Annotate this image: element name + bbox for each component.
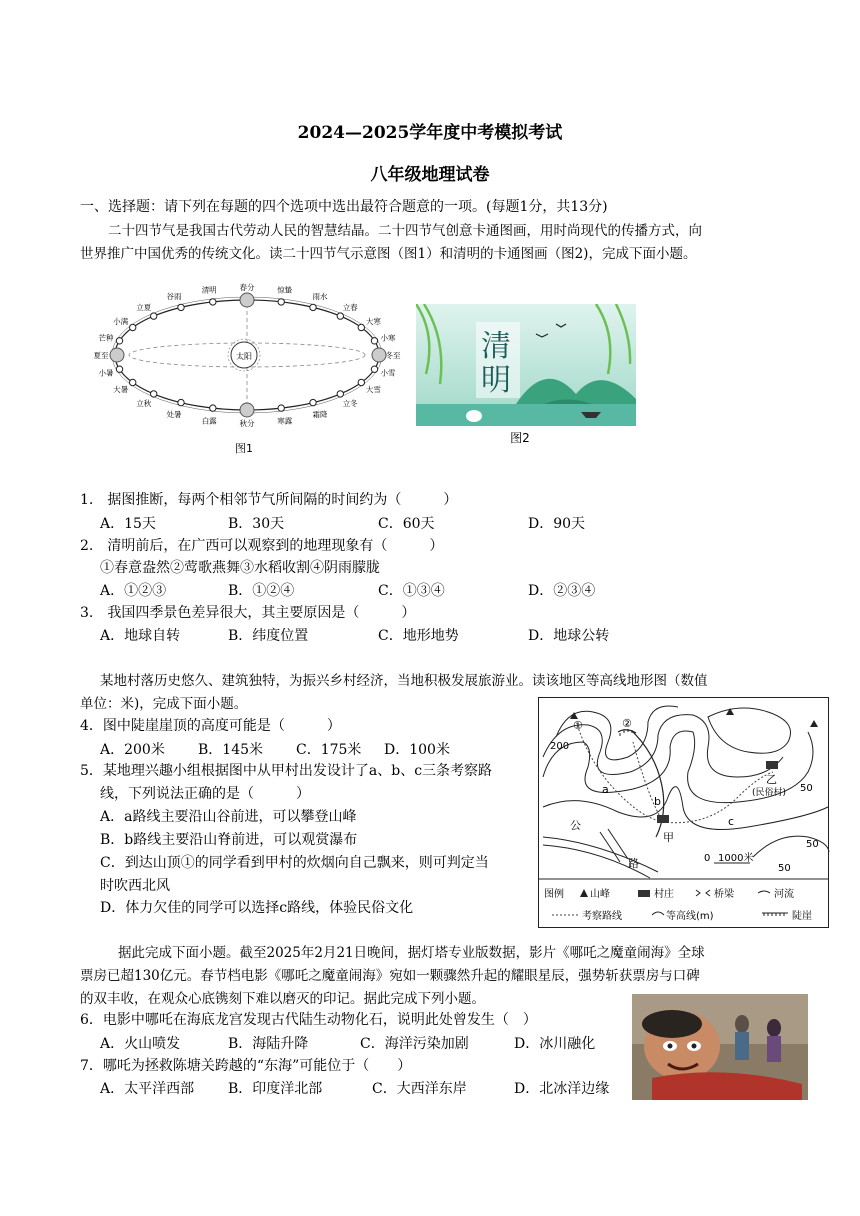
peak-1-label: ① — [573, 719, 583, 732]
solar-term-label: 小寒 — [380, 333, 396, 343]
orbit-dot — [178, 304, 184, 310]
option-c[interactable]: C．到达山顶①的同学看到甲村的炊烟向自己飘来，则可判定当 — [100, 855, 489, 871]
scale-zero: 0 — [704, 853, 711, 864]
question-3-stem: 3. 我国四季景色差异很大，其主要原因是（ ） — [80, 605, 416, 621]
orbit-dot — [116, 338, 122, 344]
question-1-stem: 1. 据图推断，每两个相邻节气所间隔的时间约为（ ） — [80, 492, 458, 508]
solar-term-label: 小满 — [113, 317, 129, 326]
ming-glyph: 明 — [481, 363, 511, 398]
nezha-movie-still-image — [632, 994, 808, 1100]
option-a[interactable]: A．地球自转 — [100, 628, 181, 644]
option-b[interactable]: B．145米 — [198, 742, 264, 758]
legend-river: 河流 — [774, 889, 794, 900]
scale-length: 1000米 — [718, 853, 754, 864]
village-yi-note: (民俗村) — [752, 788, 787, 798]
orbit-dot — [310, 399, 316, 405]
road-label: 公 — [570, 819, 581, 832]
legend-bridge: 桥梁 — [714, 889, 734, 900]
solar-term-label: 处暑 — [166, 409, 182, 419]
option-a[interactable]: A．a路线主要沿山谷前进，可以攀登山峰 — [100, 809, 357, 825]
contour-label: 50 — [778, 863, 791, 874]
intro-text: 单位：米)，完成下面小题。 — [80, 696, 248, 712]
sun-label: 太阳 — [236, 352, 252, 361]
question-2-statements: ①春意盎然②莺歌燕舞③水稻收割④阴雨朦胧 — [100, 560, 380, 576]
road-label: 路 — [628, 857, 639, 870]
option-d[interactable]: D．体力欠佳的同学可以选择c路线，体验民俗文化 — [100, 900, 414, 916]
peak-2-label: ② — [622, 717, 632, 730]
solar-term-label: 寒露 — [277, 416, 293, 426]
orbit-dot — [210, 405, 216, 411]
option-b[interactable]: B．b路线主要沿山脊前进，可以观赏瀑布 — [100, 832, 358, 848]
option-d[interactable]: D．地球公转 — [528, 628, 610, 644]
orbit-dot — [371, 366, 377, 372]
contour-label: 200 — [550, 741, 570, 752]
solar-term-label: 小暑 — [98, 368, 114, 378]
intro-text: 票房已超130亿元。春节档电影《哪吒之魔童闹海》宛如一颗骤然升起的耀眼星辰，强势斩获票房与口碑 — [80, 968, 700, 984]
option-d[interactable]: D．100米 — [384, 742, 450, 758]
orbit-dot — [278, 299, 284, 305]
option-a[interactable]: A．火山喷发 — [100, 1036, 181, 1052]
option-a[interactable]: A．太平洋西部 — [100, 1081, 195, 1097]
intro-text: 据此完成下面小题。截至2025年2月21日晚间，据灯塔专业版数据，影片《哪吒之魔童闹海》全球 — [118, 945, 705, 961]
solar-term-label: 春分 — [239, 283, 255, 292]
option-d[interactable]: D．冰川融化 — [514, 1036, 596, 1052]
option-c[interactable]: C．地形地势 — [378, 628, 459, 644]
option-d[interactable]: D．90天 — [528, 516, 586, 532]
legend-contour: 等高线(m) — [666, 911, 714, 922]
solar-term-label: 大雪 — [365, 385, 381, 394]
orbit-dot — [310, 304, 316, 310]
orbit-dot — [178, 399, 184, 405]
orbit-dot — [151, 391, 157, 397]
qingming-cartoon-image — [416, 304, 638, 450]
solar-term-label: 立夏 — [136, 302, 152, 312]
intro-text: 二十四节气是我国古代劳动人民的智慧结晶。二十四节气创意卡通图画，用时尚现代的传播方式，向 — [108, 223, 702, 239]
option-c[interactable]: C．60天 — [378, 516, 435, 532]
orbit-dot — [358, 324, 364, 330]
route-c-label: c — [728, 815, 735, 828]
option-c[interactable]: C．海洋污染加剧 — [360, 1036, 469, 1052]
question-4-stem: 4．图中陡崖崖顶的高度可能是（ ） — [80, 718, 341, 734]
question-2-stem: 2. 清明前后，在广西可以观察到的地理现象有（ ） — [80, 538, 444, 554]
option-a[interactable]: A．15天 — [100, 516, 156, 532]
contour-map — [538, 697, 830, 929]
option-c[interactable]: C．175米 — [296, 742, 362, 758]
qing-glyph: 清 — [481, 329, 511, 364]
question-6-stem: 6．电影中哪吒在海底龙宫发现古代陆生动物化石，说明此处曾发生（ ） — [80, 1012, 537, 1028]
solar-term-label: 冬至 — [385, 351, 401, 360]
figure-caption: 图1 — [235, 442, 253, 455]
orbit-dot — [278, 405, 284, 411]
intro-text: 某地村落历史悠久、建筑独特，为振兴乡村经济，当地积极发展旅游业。读该地区等高线地形图（数值 — [100, 673, 708, 689]
solar-term-label: 白露 — [201, 416, 217, 426]
solar-term-label: 大寒 — [365, 317, 381, 326]
orbit-dot — [337, 391, 343, 397]
solar-term-label: 立秋 — [136, 399, 152, 409]
solar-term-label: 清明 — [201, 285, 217, 295]
orbit-dot — [130, 379, 136, 385]
solar-term-label: 立春 — [342, 302, 358, 312]
solar-term-label: 秋分 — [239, 419, 255, 428]
legend-title: 图例 — [544, 889, 564, 900]
exam-subtitle: 八年级地理试卷 — [370, 165, 490, 185]
question-5-stem: 线，下列说法正确的是（ ） — [100, 786, 310, 802]
question-5-stem: 5．某地理兴趣小组根据图中从甲村出发设计了a、b、c三条考察路 — [80, 763, 493, 779]
legend-route: 考察路线 — [582, 911, 622, 922]
option-a[interactable]: A．200米 — [100, 742, 165, 758]
orbit-dot — [358, 379, 364, 385]
solar-term-label: 芒种 — [98, 333, 114, 343]
option-c-continued: 时吹西北风 — [100, 878, 170, 894]
orbit-dot — [130, 324, 136, 330]
contour-label: 50 — [800, 783, 813, 794]
orbit-dot — [151, 313, 157, 319]
route-b-label: b — [654, 795, 661, 808]
solar-term-label: 惊蛰 — [277, 285, 293, 295]
legend-peak: 山峰 — [590, 889, 610, 900]
option-d[interactable]: D．北冰洋边缘 — [514, 1081, 610, 1097]
option-b[interactable]: B．①②④ — [228, 583, 295, 599]
exam-title: 2024—2025学年度中考模拟考试 — [297, 123, 563, 143]
solar-terms-diagram — [92, 270, 408, 460]
solar-term-label: 谷雨 — [166, 292, 182, 302]
intro-text: 的双丰收，在观众心底镌刻下难以磨灭的印记。据此完成下列小题。 — [80, 991, 485, 1007]
solar-term-label: 夏至 — [93, 351, 109, 360]
option-b[interactable]: B．30天 — [228, 516, 285, 532]
orbit-dot — [116, 366, 122, 372]
option-a[interactable]: A．①②③ — [100, 583, 167, 599]
option-b[interactable]: B．纬度位置 — [228, 628, 309, 644]
legend-cliff: 陡崖 — [792, 911, 812, 922]
option-c[interactable]: C．大西洋东岸 — [372, 1081, 467, 1097]
option-b[interactable]: B．海陆升降 — [228, 1036, 309, 1052]
solar-term-label: 雨水 — [312, 292, 328, 302]
route-a-label: a — [602, 783, 609, 796]
figure-caption: 图2 — [510, 431, 530, 445]
option-c[interactable]: C．①③④ — [378, 583, 445, 599]
solar-term-label: 立冬 — [342, 399, 358, 409]
village-yi-label: 乙 — [766, 773, 777, 786]
option-d[interactable]: D．②③④ — [528, 583, 596, 599]
orbit-dot — [337, 313, 343, 319]
option-b[interactable]: B．印度洋北部 — [228, 1081, 323, 1097]
section-heading: 一、选择题：请下列在每题的四个选项中选出最符合题意的一项。(每题1分，共13分) — [80, 199, 608, 215]
solar-term-label: 小雪 — [380, 368, 396, 378]
orbit-dot — [371, 338, 377, 344]
solar-term-label: 霜降 — [312, 409, 328, 419]
village-jia-label: 甲 — [663, 831, 674, 844]
question-7-stem: 7．哪吒为拯救陈塘关跨越的“东海”可能位于（ ） — [80, 1058, 412, 1074]
orbit-dot — [210, 299, 216, 305]
intro-text: 世界推广中国优秀的传统文化。读二十四节气示意图（图1）和清明的卡通图画（图2)，完成下面小题。 — [80, 246, 697, 262]
contour-label: 50 — [806, 839, 819, 850]
solar-term-label: 大暑 — [113, 385, 129, 394]
legend-village: 村庄 — [654, 889, 674, 900]
